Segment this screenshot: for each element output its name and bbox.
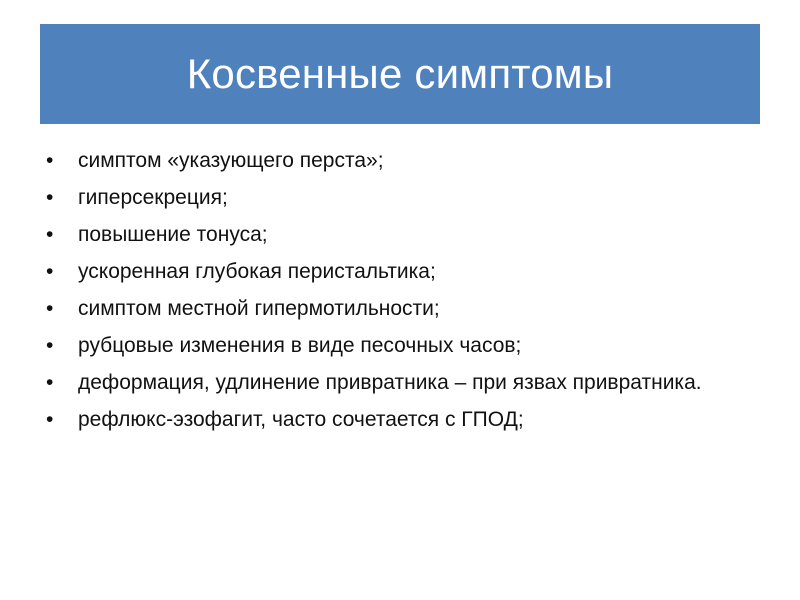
bullet-dot-icon: • <box>46 334 54 357</box>
bullet-dot-icon: • <box>46 297 54 320</box>
bullet-text: рефлюкс-эзофагит, часто сочетается с ГПОД; <box>78 408 524 431</box>
bullet-text: симптом местной гипермотильности; <box>78 297 440 320</box>
bullet-list <box>40 146 720 442</box>
bullet-item <box>40 220 720 250</box>
bullet-dot-icon: • <box>46 260 54 283</box>
bullet-item <box>40 331 720 361</box>
bullet-text: рубцовые изменения в виде песочных часов; <box>78 334 522 357</box>
bullet-item <box>40 294 720 324</box>
title-bar <box>40 24 760 124</box>
bullet-dot-icon: • <box>46 223 54 246</box>
bullet-dot-icon: • <box>46 149 54 172</box>
bullet-text: симптом «указующего перста»; <box>78 149 384 172</box>
bullet-dot-icon: • <box>46 371 54 394</box>
bullet-dot-icon: • <box>46 186 54 209</box>
bullet-text: ускоренная глубокая перистальтика; <box>78 260 436 283</box>
bullet-item <box>40 146 720 176</box>
bullet-item <box>40 183 720 213</box>
slide-title: Косвенные симптомы <box>186 50 614 97</box>
bullet-item <box>40 257 720 287</box>
bullet-item <box>40 368 720 398</box>
bullet-item <box>40 405 720 435</box>
bullet-text: деформация, удлинение привратника – при язвах привратника. <box>78 371 702 394</box>
bullet-dot-icon: • <box>46 408 54 431</box>
bullet-text: гиперсекреция; <box>78 186 228 209</box>
bullet-text: повышение тонуса; <box>78 223 268 246</box>
